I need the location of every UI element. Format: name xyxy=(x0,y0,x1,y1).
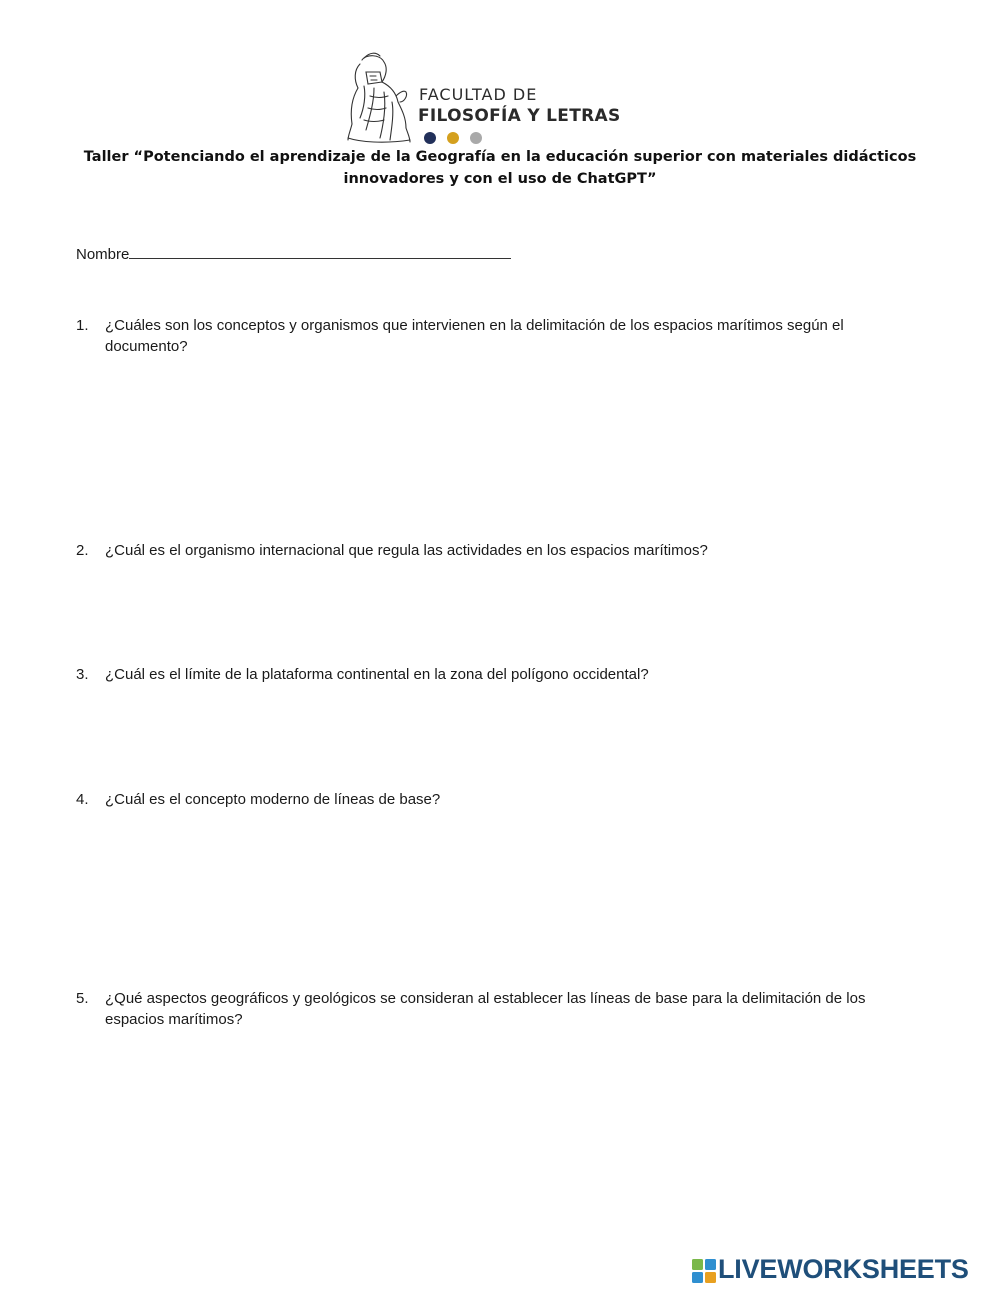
workshop-title xyxy=(60,146,940,190)
question-text: ¿Cuál es el organismo internacional que regula las actividades en los espacios marítimos? xyxy=(105,542,708,559)
faculty-logo xyxy=(340,52,640,148)
question-number: 3. xyxy=(76,666,89,683)
question-number: 4. xyxy=(76,791,89,808)
question-text: ¿Qué aspectos geográficos y geológicos se consideran al establecer las líneas de base para la delimitación de los espacios marítimos? xyxy=(105,990,866,1028)
title-line-1: Taller “Potenciando el aprendizaje de la Geografía en la educación superior con materiales didácticos xyxy=(83,149,917,165)
title-line-2: innovadores y con el uso de ChatGPT” xyxy=(343,171,657,187)
athena-figure-icon xyxy=(340,52,416,148)
question-1 xyxy=(76,315,916,357)
logo-dots xyxy=(424,131,494,145)
logo-dot-gold xyxy=(447,132,459,144)
name-label: Nombre xyxy=(76,246,130,263)
logo-dot-navy xyxy=(424,132,436,144)
liveworksheets-logo-icon xyxy=(692,1259,716,1283)
question-number: 2. xyxy=(76,542,89,559)
question-text: ¿Cuál es el límite de la plataforma continental en la zona del polígono occidental? xyxy=(105,666,649,683)
question-5 xyxy=(76,988,916,1030)
logo-text-filosofia: FILOSOFÍA Y LETRAS xyxy=(418,106,621,126)
name-input-line[interactable] xyxy=(129,244,511,259)
name-field-row xyxy=(76,244,511,263)
logo-text-faculty: FACULTAD DE xyxy=(419,85,538,104)
question-4 xyxy=(76,789,916,810)
question-text: ¿Cuáles son los conceptos y organismos que intervienen en la delimitación de los espacios marítimos según el documento? xyxy=(105,317,844,355)
question-number: 5. xyxy=(76,990,89,1007)
liveworksheets-brand xyxy=(692,1256,992,1284)
question-number: 1. xyxy=(76,317,89,334)
logo-dot-gray xyxy=(470,132,482,144)
question-2 xyxy=(76,540,916,561)
question-text: ¿Cuál es el concepto moderno de líneas de base? xyxy=(105,791,441,808)
liveworksheets-wordmark: LIVEWORKSHEETS xyxy=(718,1254,969,1284)
question-3 xyxy=(76,664,916,685)
